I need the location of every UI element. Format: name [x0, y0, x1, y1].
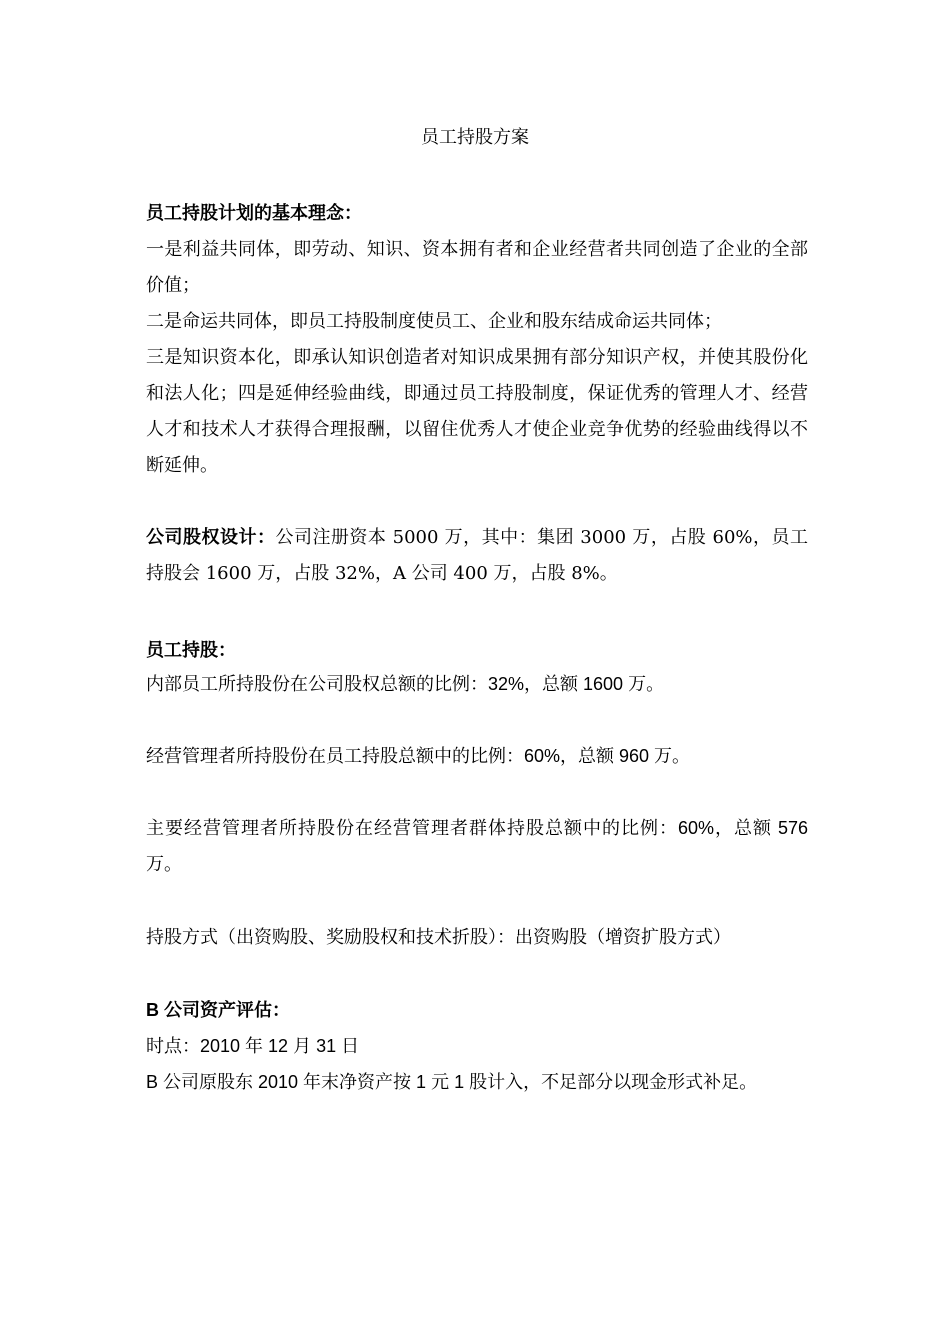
section-employee-shareholding-heading: 员工持股： — [146, 640, 236, 660]
paragraph: 一是利益共同体，即劳动、知识、资本拥有者和企业经营者共同创造了企业的全部价值； — [146, 239, 808, 296]
paragraph: 时点：2010 年 12 月 31 日 — [146, 1036, 360, 1056]
section-equity-design — [146, 520, 808, 592]
paragraph: 持股方式（出资购股、奖励股权和技术折股）：出资购股（增资扩股方式） — [146, 927, 731, 948]
section-asset-evaluation-heading: B 公司资产评估： — [146, 1000, 290, 1020]
section-basic-philosophy — [146, 196, 808, 484]
section-heading: 员工持股计划的基本理念： — [146, 203, 362, 224]
paragraph: B 公司原股东 2010 年末净资产按 1 元 1 股计入，不足部分以现金形式补足。 — [146, 1072, 758, 1092]
document-title: 员工持股方案 — [421, 127, 529, 148]
paragraph: 经营管理者所持股份在员工持股总额中的比例：60%，总额 960 万。 — [146, 746, 691, 766]
paragraph: 二是命运共同体，即员工持股制度使员工、企业和股东结成命运共同体； — [146, 311, 722, 332]
paragraph: 主要经营管理者所持股份在经营管理者群体持股总额中的比例：60%，总额 576 万。 — [146, 818, 808, 874]
paragraph-text: 公司注册资本 5000 万，其中：集团 3000 万，占股 60%，员工持股会 1600 万，占股 32%，A 公司 400 万，占股 8%。 — [146, 527, 809, 584]
paragraph: 内部员工所持股份在公司股权总额的比例：32%，总额 1600 万。 — [146, 674, 665, 694]
section-heading: 公司股权设计： — [146, 527, 276, 548]
paragraph: 三是知识资本化，即承认知识创造者对知识成果拥有部分知识产权，并使其股份化和法人化；四是延伸经验曲线，即通过员工持股制度，保证优秀的管理人才、经营人才和技术人才获得合理报酬，以留住优秀人才使企业竞争优势的经验曲线得以不断延伸。 — [146, 347, 808, 476]
paragraph — [146, 520, 808, 592]
